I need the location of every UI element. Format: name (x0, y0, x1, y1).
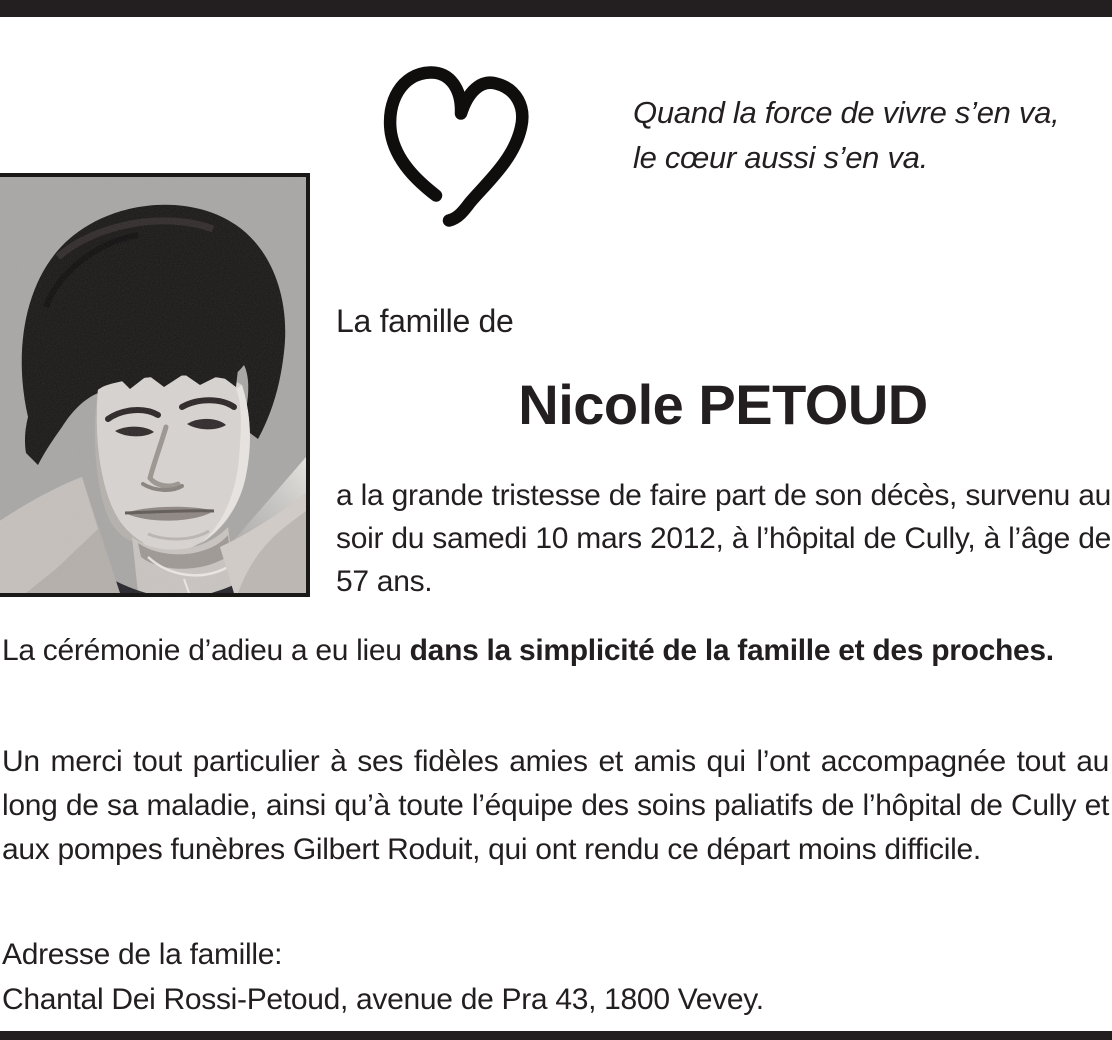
address-value: Chantal Dei Rossi-Petoud, avenue de Pra 43, 1800 Vevey. (2, 983, 764, 1016)
ceremony-paragraph (2, 629, 1109, 672)
portrait-photo (0, 173, 310, 597)
top-border-bar (0, 0, 1112, 17)
memorial-quote (633, 90, 1059, 180)
intro-text: La famille de (336, 303, 514, 339)
address-label: Adresse de la famille: (2, 938, 283, 971)
ceremony-emphasis: dans la simplicité de la famille et des proches. (409, 634, 1054, 667)
ceremony-text: La cérémonie d’adieu a eu lieu (2, 634, 410, 667)
death-announcement: a la grande tristesse de faire part de son décès, survenu au soir du samedi 10 mars 2012, à l’hôpital de Cully, à l’âge de 57 ans. (336, 479, 1111, 598)
bottom-border-bar (0, 1031, 1112, 1040)
memorial-quote-line-2: le cœur aussi s’en va. (633, 140, 928, 175)
family-address (2, 932, 764, 1022)
deceased-name: Nicole PETOUD (518, 373, 928, 436)
memorial-quote-line-1: Quand la force de vivre s’en va, (633, 95, 1060, 130)
portrait-photo-image (0, 177, 306, 593)
heart-icon (378, 60, 528, 228)
thanks-paragraph: Un merci tout particulier à ses fidèles amies et amis qui l’ont accompagnée tout au long de sa maladie, ainsi qu’à toute l’équipe des soins paliatifs de l’hôpital de Cully et aux pompes funèbres Gilbert Roduit, qui ont rendu ce départ moins difficile. (2, 745, 1109, 866)
